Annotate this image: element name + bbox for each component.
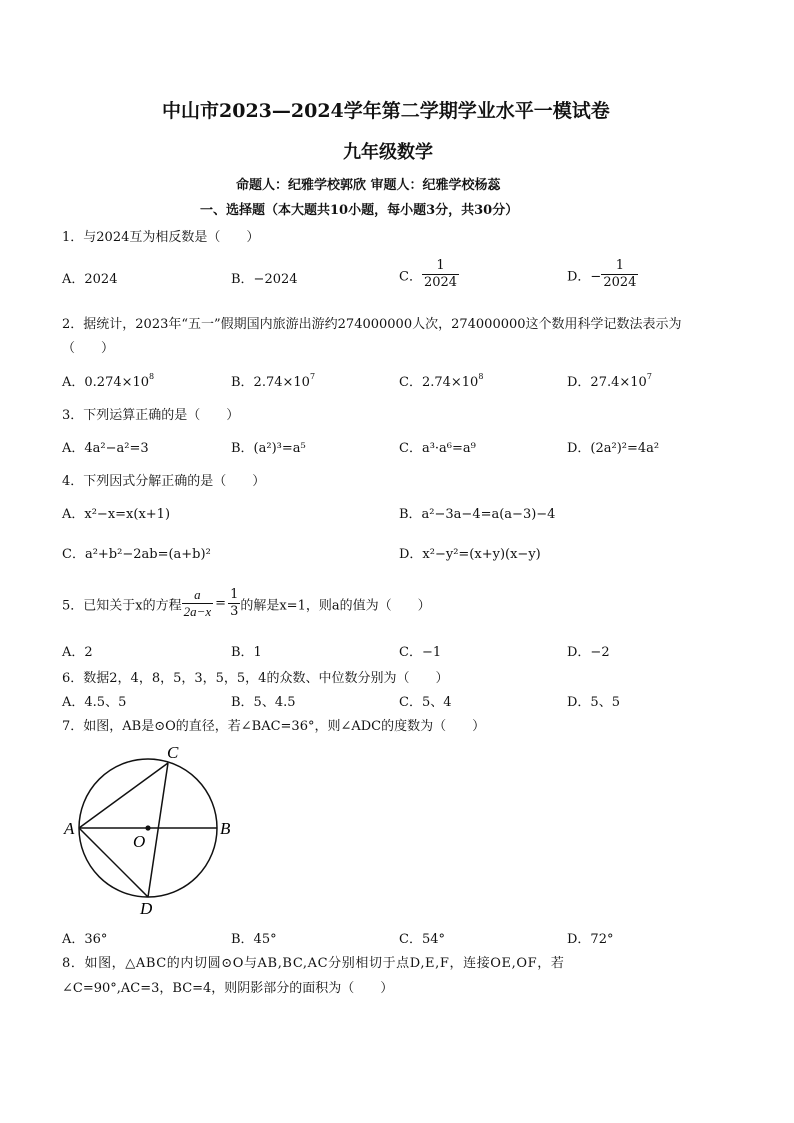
exponent: 8 <box>478 372 484 381</box>
q5-option-d: D．−2 <box>567 645 610 660</box>
q3-option-c: C．a³·a⁶=a⁹ <box>399 441 476 456</box>
question-3-stem: 3．下列运算正确的是（ ） <box>62 408 240 423</box>
exam-subtitle: 九年级数学 <box>343 142 433 163</box>
equals-sign: = <box>215 596 227 612</box>
label-a: A <box>64 819 75 838</box>
question-8-stem-cont: ∠C=90°,AC=3，BC=4，则阴影部分的面积为（ ） <box>62 981 394 996</box>
stem-text: 的解是x=1，则a的值为（ ） <box>240 598 431 614</box>
q6-option-a: A．4.5、5 <box>62 695 127 710</box>
option-text: A．0.274×10 <box>62 375 150 390</box>
q5-fraction-left <box>182 587 214 621</box>
q3-option-b: B．(a²)³=a⁵ <box>231 441 306 456</box>
q2-option-d <box>567 371 652 390</box>
q2-option-b <box>231 371 315 390</box>
q5-option-a: A．2 <box>62 645 93 660</box>
section-heading: 一、选择题（本大题共10小题，每小题3分，共30分） <box>200 203 519 218</box>
fraction-denominator: 2a−x <box>183 604 212 620</box>
label-o: O <box>133 832 146 851</box>
q3-option-d: D．(2a²)²=4a² <box>567 441 660 456</box>
question-1-stem: 1．与2024互为相反数是（ ） <box>62 230 260 245</box>
label-c: C <box>167 743 179 762</box>
fraction-numerator: 1 <box>436 258 445 273</box>
q2-option-c <box>399 371 483 390</box>
fraction-numerator: a <box>194 587 201 602</box>
question-6-stem: 6．数据2，4，8，5，3，5，5，4的众数、中位数分别为（ ） <box>62 671 449 686</box>
q5-fraction-right <box>228 587 240 621</box>
q6-option-b: B．5、4.5 <box>231 695 296 710</box>
option-text: D．27.4×10 <box>567 375 647 390</box>
q4-option-d: D．x²−y²=(x+y)(x−y) <box>399 547 541 562</box>
q6-option-c: C．5、4 <box>399 695 452 710</box>
question-7-stem: 7．如图，AB是⊙O的直径，若∠BAC=36°，则∠ADC的度数为（ ） <box>62 719 486 734</box>
q5-option-c: C．−1 <box>399 645 442 660</box>
stem-text: 5．已知关于x的方程 <box>62 598 182 614</box>
q1-option-b: B．−2024 <box>231 272 298 287</box>
q1-option-d-prefix: D．− <box>567 269 602 285</box>
fraction-denominator: 2024 <box>603 275 637 291</box>
q7-option-b: B．45° <box>231 932 277 947</box>
q1-option-d <box>567 258 638 292</box>
q7-option-c: C．54° <box>399 932 445 947</box>
option-text: B．2.74×10 <box>231 375 310 390</box>
exponent: 7 <box>646 372 652 381</box>
label-d: D <box>140 899 153 918</box>
q2-option-a <box>62 371 154 390</box>
question-4-stem: 4．下列因式分解正确的是（ ） <box>62 474 266 489</box>
q1-option-c-prefix: C． <box>399 269 422 285</box>
exponent: 7 <box>309 372 316 381</box>
q1-option-d-fraction <box>601 258 638 292</box>
q1-option-c <box>399 258 459 292</box>
chord-cd <box>148 763 168 897</box>
question-2-stem-cont: （ ） <box>62 341 115 356</box>
chord-ac <box>79 763 168 828</box>
q5-option-b: B．1 <box>231 645 262 660</box>
q1-option-a: A．2024 <box>62 272 118 287</box>
fraction-denominator: 3 <box>230 604 239 620</box>
q3-option-a: A．4a²−a²=3 <box>62 441 149 456</box>
question-8-stem: 8．如图，△ABC的内切圆⊙O与AB,BC,AC分别相切于点D,E,F，连接OE,OF，若 <box>62 956 565 971</box>
q7-option-a: A．36° <box>62 932 108 947</box>
q7-option-d: D．72° <box>567 932 614 947</box>
fraction-denominator: 2024 <box>423 275 458 291</box>
q6-option-d: D．5、5 <box>567 695 620 710</box>
label-b: B <box>220 819 231 838</box>
fraction-numerator: 1 <box>615 258 625 273</box>
exam-title: 中山市2023—2024学年第二学期学业水平一模试卷 <box>162 100 610 122</box>
exponent: 8 <box>149 372 155 381</box>
option-text: C．2.74×10 <box>399 375 479 390</box>
center-point <box>145 825 150 830</box>
question-2-stem: 2．据统计，2023年“五一”假期国内旅游出游约274000000人次，274000000这个数用科学记数法表示为 <box>62 317 682 332</box>
q4-option-a: A．x²−x=x(x+1) <box>62 507 171 522</box>
q7-circle-figure <box>60 738 250 923</box>
q4-option-b: B．a²−3a−4=a(a−3)−4 <box>399 507 556 522</box>
q1-option-c-fraction <box>422 258 459 292</box>
author-line: 命题人：纪雅学校郭欣 审题人：纪雅学校杨蕊 <box>236 178 501 193</box>
question-5-stem <box>62 587 431 621</box>
q4-option-c: C．a²+b²−2ab=(a+b)² <box>62 547 211 562</box>
fraction-numerator: 1 <box>230 587 239 602</box>
